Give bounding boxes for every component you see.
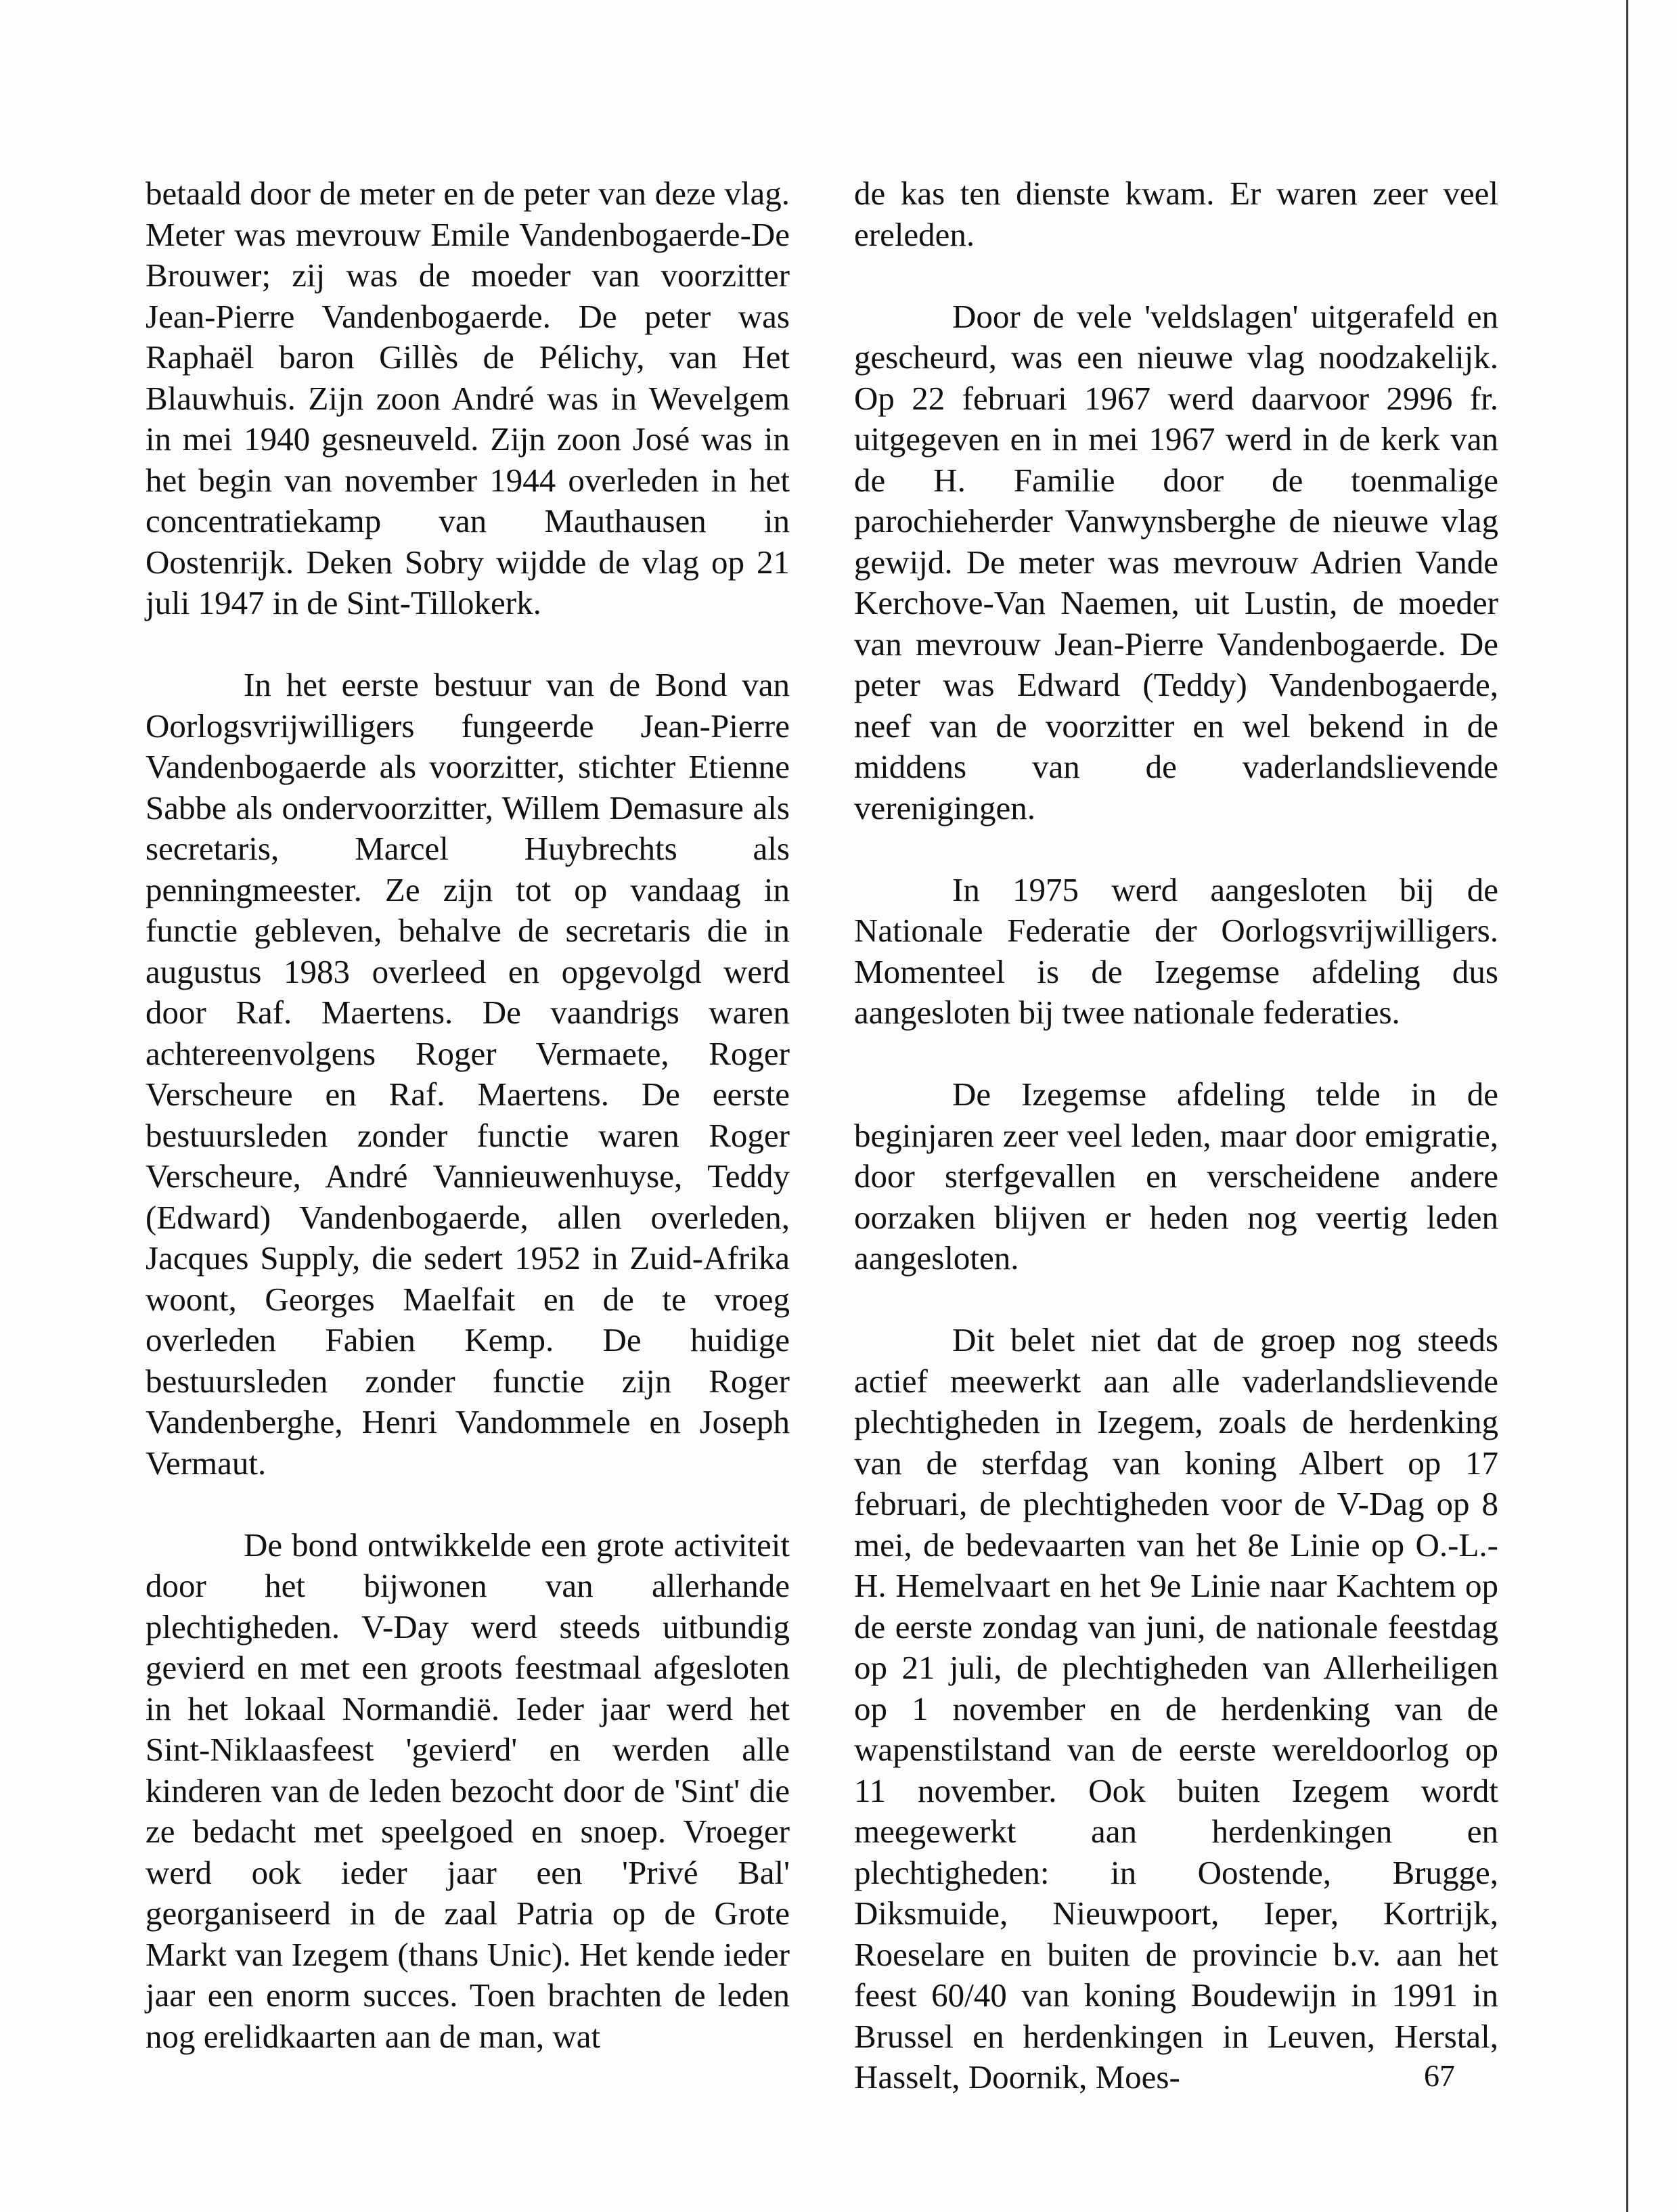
page-edge-line — [1626, 0, 1628, 2212]
right-text-column — [854, 173, 1498, 2098]
paragraph: De bond ontwikkelde een grote activiteit door het bijwonen van allerhande plechtigheden. V-Day werd steeds uitbundig gevierd en met een groots feestmaal afgesloten in het lokaal Normandië. Ieder jaar werd het Sint-Niklaasfeest 'gevierd' en werden alle kinderen van de leden bezocht door de 'Sint' die ze bedacht met speelgoed en snoep. Vroeger werd ook ieder jaar een 'Privé Bal' georganiseerd in de zaal Patria op de Grote Markt van Izegem (thans Unic). Het kende ieder jaar een enorm succes. Toen brachten de leden nog erelidkaarten aan de man, wat — [146, 1526, 790, 2055]
paragraph: Door de vele 'veldslagen' uitgerafeld en gescheurd, was een nieuwe vlag noodzakelijk. Op 22 februari 1967 werd daarvoor 2996 fr. uitgegeven en in mei 1967 werd in de kerk van de H. Familie door de toenmalige parochieherder Vanwynsberghe de nieuwe vlag gewijd. De meter was mevrouw Adrien Vande Kerchove-Van Naemen, uit Lustin, de moeder van mevrouw Jean-Pierre Vandenbogaerde. De peter was Edward (Teddy) Vandenbogaerde, neef van de voorzitter en wel bekend in de middens van de vaderlandslievende verenigingen. — [854, 297, 1498, 826]
paragraph: betaald door de meter en de peter van deze vlag. Meter was mevrouw Emile Vandenbogaerde-De Brouwer; zij was de moeder van voorzitter Jean-Pierre Vandenbogaerde. De peter was Raphaël baron Gillès de Pélichy, van Het Blauwhuis. Zijn zoon André was in Wevelgem in mei 1940 gesneuveld. Zijn zoon José was in het begin van november 1944 overleden in het concentratiekamp van Mauthausen in Oostenrijk. Deken Sobry wijdde de vlag op 21 juli 1947 in de Sint-Tillokerk. — [146, 175, 790, 621]
paragraph: In het eerste bestuur van de Bond van Oorlogsvrijwilligers fungeerde Jean-Pierre Vandenbogaerde als voorzitter, stichter Etienne Sabbe als ondervoorzitter, Willem Demasure als secretaris, Marcel Huybrechts als penningmeester. Ze zijn tot op vandaag in functie gebleven, behalve de secretaris die in augustus 1983 overleed en opgevolgd werd door Raf. Maertens. De vaandrigs waren achtereenvolgens Roger Vermaete, Roger Verscheure en Raf. Maertens. De eerste bestuursleden zonder functie waren Roger Verscheure, André Vannieuwenhuyse, Teddy (Edward) Vandenbogaerde, allen overleden, Jacques Supply, die sedert 1952 in Zuid-Afrika woont, Georges Maelfait en de te vroeg overleden Fabien Kemp. De huidige bestuursleden zonder functie zijn Roger Vandenberghe, Henri Vandommele en Joseph Vermaut. — [146, 666, 790, 1482]
paragraph: De Izegemse afdeling telde in de beginjaren zeer veel leden, maar door emigratie, door sterfgevallen en verscheidene andere oorzaken blijven er heden nog veertig leden aangesloten. — [854, 1076, 1498, 1277]
paragraph: In 1975 werd aangesloten bij de Nationale Federatie der Oorlogsvrijwilligers. Momenteel is de Izegemse afdeling dus aangesloten bij twee nationale federaties. — [854, 870, 1498, 1031]
page-number: 67 — [1424, 2058, 1455, 2093]
paragraph: de kas ten dienste kwam. Er waren zeer veel ereleden. — [854, 175, 1498, 253]
paragraph: Dit belet niet dat de groep nog steeds actief meewerkt aan alle vaderlandslievende plechtigheden in Izegem, zoals de herdenking van de sterfdag van koning Albert op 17 februari, de plechtigheden voor de V-Dag op 8 mei, de bedevaarten van het 8e Linie op O.-L.-H. Hemelvaart en het 9e Linie naar Kachtem op de eerste zondag van juni, de nationale feestdag op 21 juli, de plechtigheden van Allerheiligen op 1 november en de herdenking van de wapenstilstand van de eerste wereldoorlog op 11 november. Ook buiten Izegem wordt meegewerkt aan herdenkingen en plechtigheden: in Oostende, Brugge, Diksmuide, Nieuwpoort, Ieper, Kortrijk, Roeselare en buiten de provincie b.v. aan het feest 60/40 van koning Boudewijn in 1991 in Brussel en herdenkingen in Leuven, Herstal, Hasselt, Doornik, Moes- — [854, 1321, 1498, 2096]
left-text-column — [146, 173, 790, 2057]
